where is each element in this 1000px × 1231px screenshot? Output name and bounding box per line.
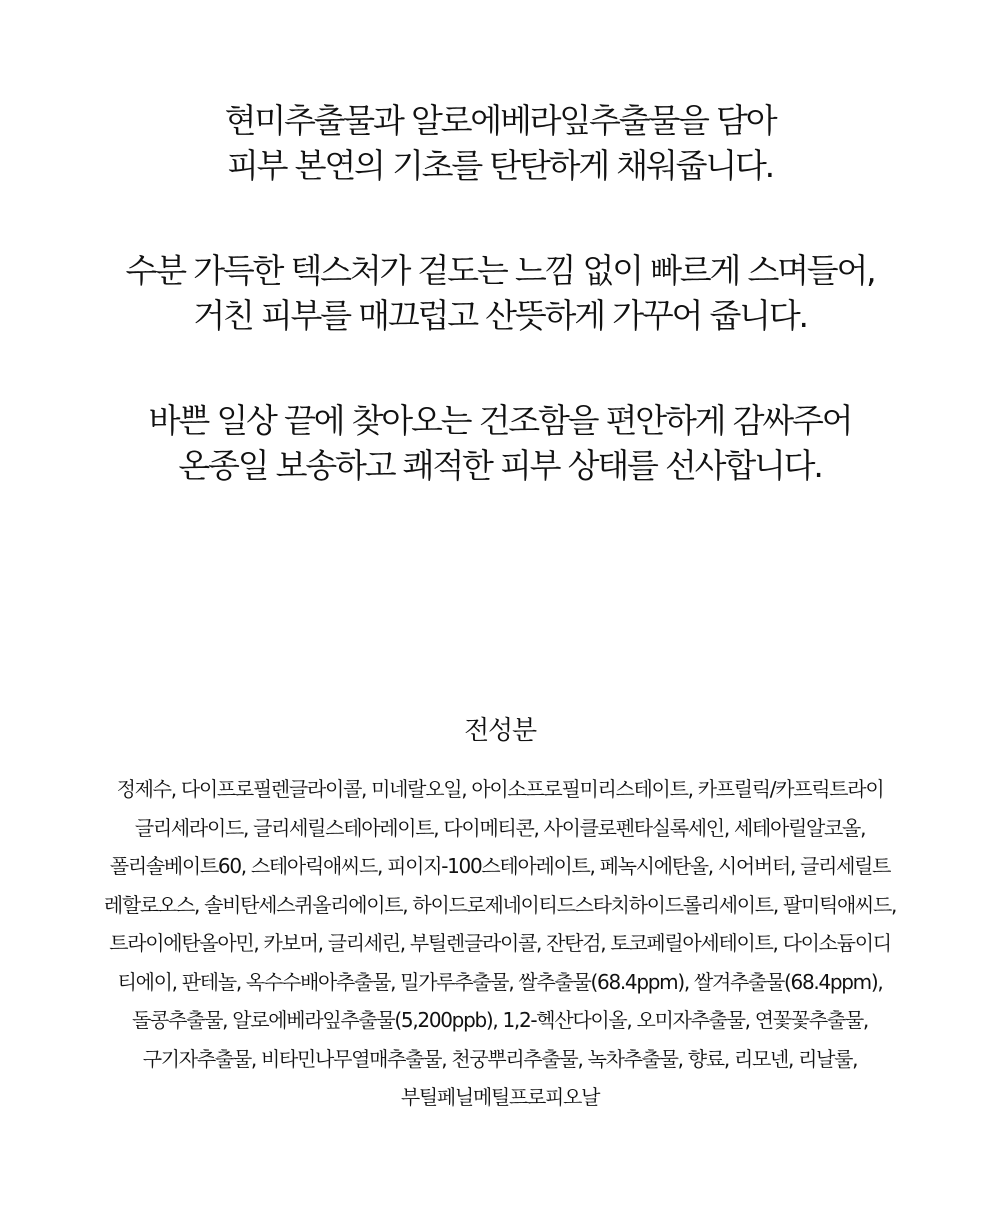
description-line: 수분 가득한 텍스처가 겉도는 느낌 없이 빠르게 스며들어,	[125, 251, 875, 290]
description-line: 현미추출물과 알로에베라잎추출물을 담아	[224, 101, 776, 140]
ingredients-line: 정제수, 다이프로필렌글라이콜, 미네랄오일, 아이소프로필미리스테이트, 카프릴릭/카프릭트라이	[116, 777, 884, 801]
description-paragraph-1	[0, 98, 1000, 188]
ingredients-line: 티에이, 판테놀, 옥수수배아추출물, 밀가루추출물, 쌀추출물(68.4ppm), 쌀겨추출물(68.4ppm),	[117, 969, 883, 994]
ingredients-line: 폴리솔베이트60, 스테아릭애씨드, 피이지-100스테아레이트, 페녹시에탄올, 시어버터, 글리세릴트	[109, 854, 891, 878]
product-description	[0, 98, 1000, 548]
description-line: 피부 본연의 기초를 탄탄하게 채워줍니다.	[227, 146, 773, 185]
description-line: 거친 피부를 매끄럽고 산뜻하게 가꾸어 줍니다.	[193, 296, 807, 335]
ingredients-line: 돌콩추출물, 알로에베라잎추출물(5,200ppb), 1,2-헥산다이올, 오미자추출물, 연꽃꽃추출물,	[132, 1008, 868, 1032]
ingredients-line: 구기자추출물, 비타민나무열매추출물, 천궁뿌리추출물, 녹차추출물, 향료, 리모넨, 리날룰,	[142, 1046, 858, 1071]
ingredients-line: 트라이에탄올아민, 카보머, 글리세린, 부틸렌글라이콜, 잔탄검, 토코페릴아세테이트, 다이소듐이디	[109, 931, 891, 955]
ingredients-line: 글리세라이드, 글리세릴스테아레이트, 다이메티콘, 사이클로펜타실록세인, 세테아릴알코올,	[134, 815, 866, 840]
ingredients-title: 전성분	[464, 716, 536, 746]
ingredients-line: 레할로오스, 솔비탄세스퀴올리에이트, 하이드로제네이티드스타치하이드롤리세이트, 팔미틱애씨드,	[103, 892, 897, 917]
ingredients-section	[0, 706, 1000, 1117]
ingredients-line: 부틸페닐메틸프로피오날	[400, 1085, 600, 1109]
description-paragraph-3	[0, 398, 1000, 488]
description-line: 바쁜 일상 끝에 찾아오는 건조함을 편안하게 감싸주어	[148, 401, 852, 440]
description-line: 온종일 보송하고 쾌적한 피부 상태를 선사합니다.	[178, 446, 822, 485]
description-paragraph-2	[0, 248, 1000, 338]
